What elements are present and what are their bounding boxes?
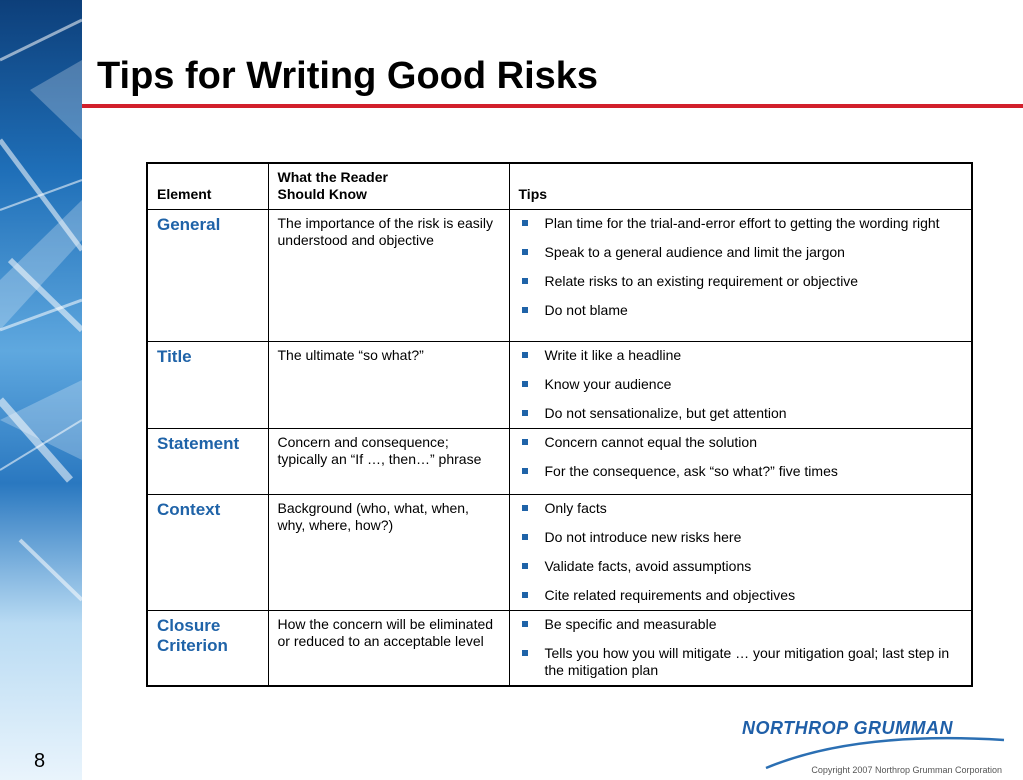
tip-item (519, 587, 963, 604)
tip-text: Do not blame (544, 302, 628, 318)
square-bullet-icon (522, 249, 528, 255)
row-reader: Background (who, what, when, why, where, how?) (268, 495, 509, 611)
square-bullet-icon (522, 352, 528, 358)
row-tips (509, 429, 972, 495)
header-tips: Tips (509, 163, 972, 210)
logo-wordmark: NORTHROP GRUMMAN (742, 718, 953, 738)
square-bullet-icon (522, 381, 528, 387)
tip-text: Do not introduce new risks here (544, 529, 742, 545)
tip-text: Relate risks to an existing requirement or objective (544, 273, 859, 289)
square-bullet-icon (522, 220, 528, 226)
square-bullet-icon (522, 592, 528, 598)
tip-item (519, 273, 963, 290)
table-row (147, 342, 972, 429)
row-element: Title (147, 342, 268, 429)
table-row (147, 429, 972, 495)
row-element: Context (147, 495, 268, 611)
tips-list (519, 434, 963, 480)
northrop-grumman-logo (738, 716, 1008, 772)
tip-item (519, 244, 963, 261)
tip-text: Tells you how you will mitigate … your mitigation goal; last step in the mitigation plan (544, 645, 950, 678)
tip-item (519, 215, 963, 232)
square-bullet-icon (522, 534, 528, 540)
row-reader: The ultimate “so what?” (268, 342, 509, 429)
copyright-notice: Copyright 2007 Northrop Grumman Corporation (811, 765, 1002, 775)
row-element: Statement (147, 429, 268, 495)
risk-tips-table (146, 162, 973, 687)
tips-list (519, 215, 963, 319)
header-reader-line2: Should Know (277, 186, 367, 202)
tip-text: Be specific and measurable (544, 616, 717, 632)
row-element: General (147, 210, 268, 342)
row-tips (509, 210, 972, 342)
header-reader (268, 163, 509, 210)
tips-list (519, 347, 963, 422)
tip-text: Validate facts, avoid assumptions (544, 558, 752, 574)
abstract-light-rays-graphic (0, 0, 82, 780)
square-bullet-icon (522, 307, 528, 313)
table-row (147, 611, 972, 687)
row-reader: Concern and consequence; typically an “If …, then…” phrase (268, 429, 509, 495)
tip-text: For the consequence, ask “so what?” five times (544, 463, 838, 479)
tip-text: Plan time for the trial-and-error effort to getting the wording right (544, 215, 940, 231)
tip-item (519, 376, 963, 393)
table-row (147, 495, 972, 611)
tip-item (519, 616, 963, 633)
tip-text: Concern cannot equal the solution (544, 434, 757, 450)
square-bullet-icon (522, 278, 528, 284)
tip-item (519, 500, 963, 517)
slide-title: Tips for Writing Good Risks (97, 55, 599, 97)
header-reader-line1: What the Reader (277, 169, 388, 185)
square-bullet-icon (522, 563, 528, 569)
tip-item (519, 463, 963, 480)
tip-item (519, 434, 963, 451)
header-element: Element (147, 163, 268, 210)
tip-text: Know your audience (544, 376, 672, 392)
square-bullet-icon (522, 505, 528, 511)
row-reader: The importance of the risk is easily understood and objective (268, 210, 509, 342)
tip-item (519, 347, 963, 364)
row-tips (509, 342, 972, 429)
tip-item (519, 558, 963, 575)
row-reader: How the concern will be eliminated or reduced to an acceptable level (268, 611, 509, 687)
tip-item (519, 645, 963, 679)
square-bullet-icon (522, 650, 528, 656)
square-bullet-icon (522, 468, 528, 474)
tip-text: Do not sensationalize, but get attention (544, 405, 787, 421)
square-bullet-icon (522, 410, 528, 416)
tip-item (519, 302, 963, 319)
row-tips (509, 611, 972, 687)
tip-text: Only facts (544, 500, 607, 516)
tip-text: Cite related requirements and objectives (544, 587, 796, 603)
square-bullet-icon (522, 621, 528, 627)
tip-text: Speak to a general audience and limit the jargon (544, 244, 845, 260)
tips-list (519, 616, 963, 679)
table-row (147, 210, 972, 342)
page-number: 8 (34, 750, 46, 772)
square-bullet-icon (522, 439, 528, 445)
table-header-row (147, 163, 972, 210)
tip-item (519, 529, 963, 546)
tips-list (519, 500, 963, 604)
row-element: Closure Criterion (147, 611, 268, 687)
decorative-side-band (0, 0, 82, 780)
tip-text: Write it like a headline (544, 347, 682, 363)
row-tips (509, 495, 972, 611)
title-divider (82, 104, 1023, 108)
tip-item (519, 405, 963, 422)
